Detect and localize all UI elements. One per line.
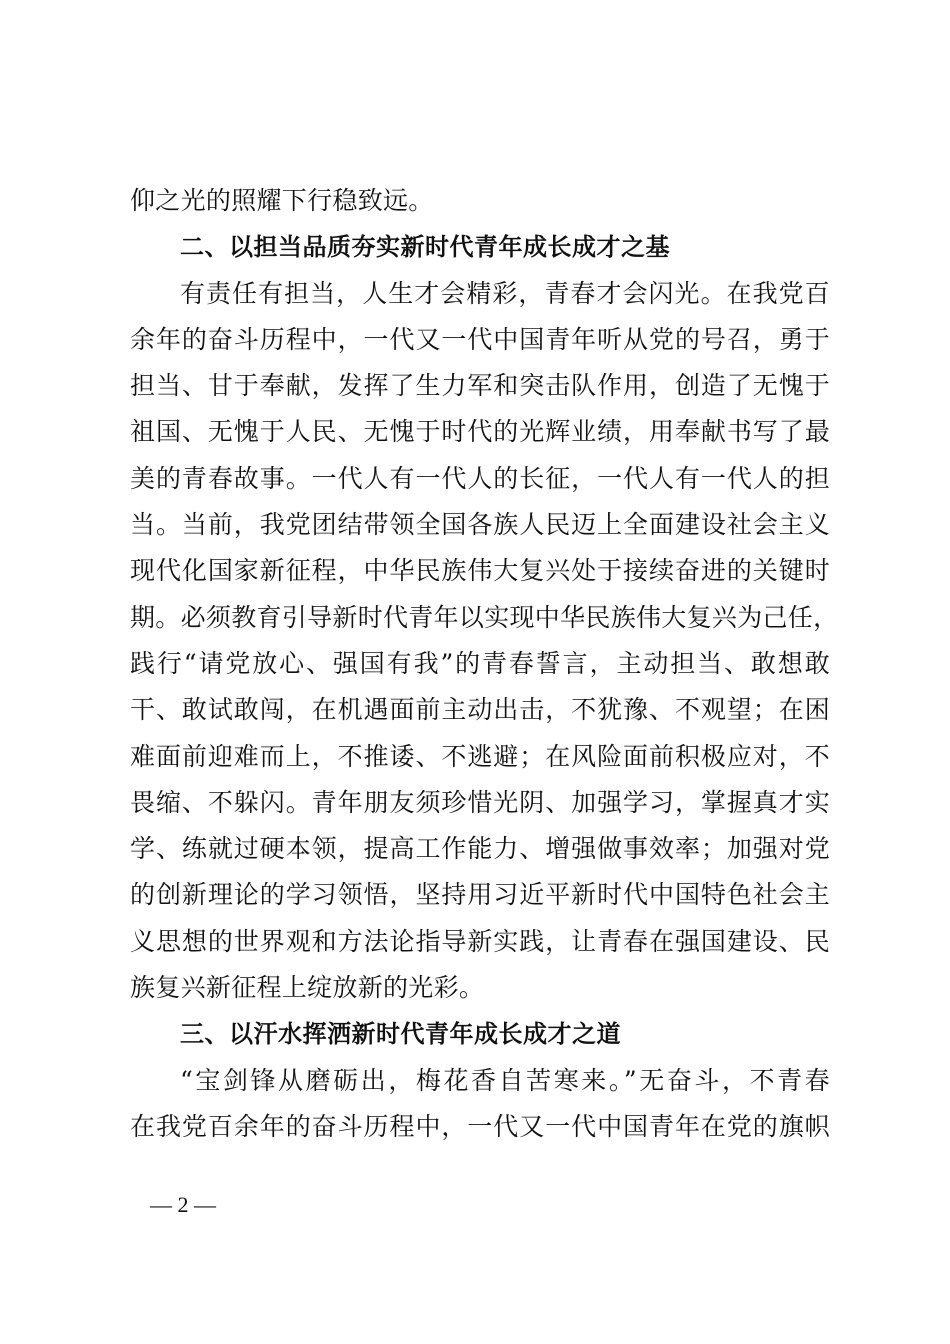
text-line: 现代化国家新征程，中华民族伟大复兴处于接续奋进的关键时 bbox=[130, 556, 830, 586]
text-line: “宝剑锋从磨砺出，梅花香自苦寒来。”无奋斗，不青春 bbox=[180, 1065, 830, 1095]
text-line: 畏缩、不躲闪。青年朋友须珍惜光阴、加强学习，掌握真才实 bbox=[130, 787, 830, 817]
text-line: 余年的奋斗历程中，一代又一代中国青年听从党的号召，勇于 bbox=[130, 324, 830, 354]
text-line: 美的青春故事。一代人有一代人的长征，一代人有一代人的担 bbox=[130, 463, 830, 493]
text-line: 践行“请党放心、强国有我”的青春誓言，主动担当、敢想敢 bbox=[130, 648, 830, 678]
page-number: — 2 — bbox=[150, 1192, 216, 1217]
text-line: 学、练就过硬本领，提高工作能力、增强做事效率；加强对党 bbox=[130, 834, 830, 864]
text-line: 仰之光的照耀下行稳致远。 bbox=[130, 186, 434, 215]
text-line: 义思想的世界观和方法论指导新实践，让青春在强国建设、民 bbox=[130, 926, 830, 956]
text-line: 期。必须教育引导新时代青年以实现中华民族伟大复兴为己任， bbox=[130, 602, 839, 632]
text-line: 干、敢试敢闯，在机遇面前主动出击，不犹豫、不观望；在困 bbox=[130, 695, 830, 725]
document-body bbox=[130, 178, 839, 1150]
text-line: 族复兴新征程上绽放新的光彩。 bbox=[130, 973, 485, 1003]
text-line: 难面前迎难而上，不推诿、不逃避；在风险面前积极应对，不 bbox=[130, 741, 830, 771]
text-line: 有责任有担当，人生才会精彩，青春才会闪光。在我党百 bbox=[180, 278, 830, 308]
section-heading-2: 二、以担当品质夯实新时代青年成长成才之基 bbox=[180, 233, 670, 262]
text-line: 祖国、无愧于人民、无愧于时代的光辉业绩，用奉献书写了最 bbox=[130, 417, 830, 447]
text-line: 当。当前，我党团结带领全国各族人民迈上全面建设社会主义 bbox=[130, 510, 830, 540]
section-heading-3: 三、以汗水挥洒新时代青年成长成才之道 bbox=[180, 1020, 621, 1049]
text-line: 担当、甘于奉献，发挥了生力军和突击队作用，创造了无愧于 bbox=[130, 371, 830, 401]
text-line: 的创新理论的学习领悟，坚持用习近平新时代中国特色社会主 bbox=[130, 880, 830, 910]
text-line: 在我党百余年的奋斗历程中，一代又一代中国青年在党的旗帜 bbox=[130, 1111, 830, 1141]
